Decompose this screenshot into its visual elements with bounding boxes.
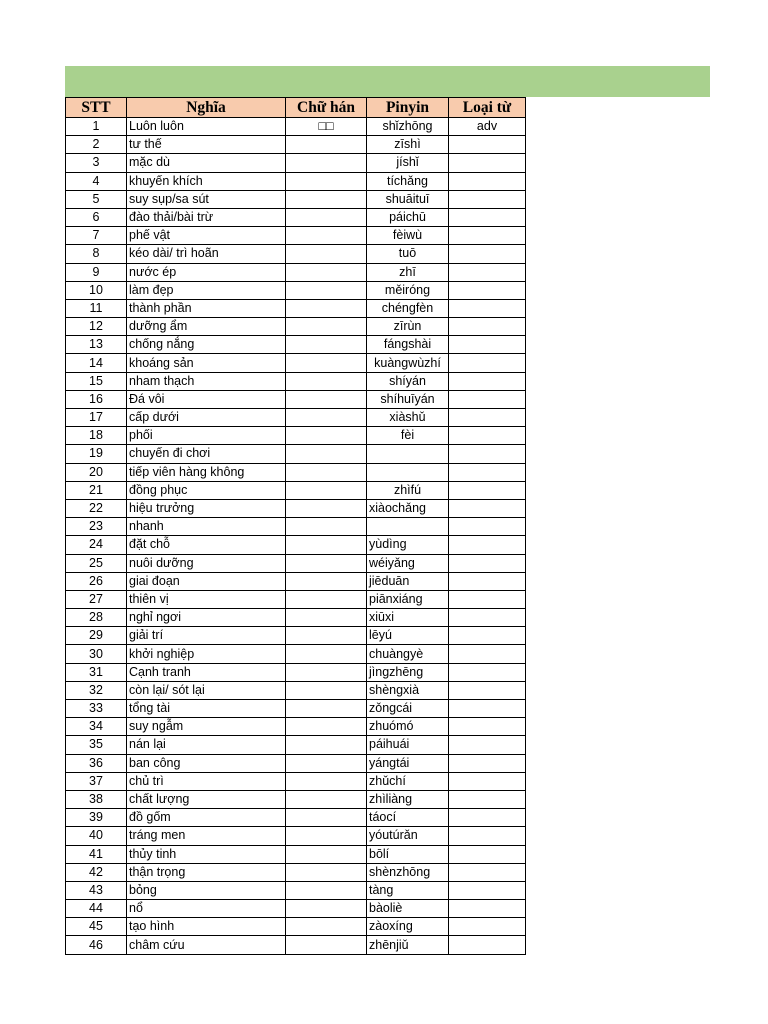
nghia-cell[interactable]: chủ trì [127,772,286,790]
pinyin-cell[interactable] [367,463,449,481]
table-row [66,136,526,154]
stt-cell[interactable]: 31 [66,663,127,681]
chu-han-cell[interactable] [286,845,367,863]
stt-cell[interactable]: 4 [66,172,127,190]
pinyin-cell[interactable]: tuō [367,245,449,263]
loai-tu-cell[interactable] [449,554,526,572]
pinyin-cell[interactable]: zhǔchí [367,772,449,790]
pinyin-cell[interactable]: zàoxíng [367,918,449,936]
stt-cell[interactable]: 23 [66,518,127,536]
stt-cell[interactable]: 43 [66,881,127,899]
loai-tu-cell[interactable] [449,918,526,936]
nghia-cell[interactable]: bỏng [127,881,286,899]
table-row [66,627,526,645]
chu-han-cell[interactable] [286,700,367,718]
table-row [66,190,526,208]
loai-tu-cell[interactable] [449,299,526,317]
loai-tu-cell[interactable] [449,263,526,281]
nghia-cell[interactable]: tráng men [127,827,286,845]
chu-han-cell[interactable] [286,299,367,317]
nghia-cell[interactable]: Đá vôi [127,390,286,408]
nghia-cell[interactable]: nán lại [127,736,286,754]
pinyin-cell[interactable]: chuàngyè [367,645,449,663]
chu-han-cell[interactable] [286,518,367,536]
pinyin-cell[interactable]: tíchǎng [367,172,449,190]
nghia-cell[interactable]: thiên vị [127,590,286,608]
pinyin-cell[interactable]: kuàngwùzhí [367,354,449,372]
table-row [66,754,526,772]
stt-cell[interactable]: 22 [66,499,127,517]
nghia-cell[interactable]: nước ép [127,263,286,281]
nghia-cell[interactable]: Cạnh tranh [127,663,286,681]
stt-cell[interactable]: 38 [66,790,127,808]
loai-tu-cell[interactable] [449,663,526,681]
loai-tu-cell[interactable] [449,863,526,881]
table-row [66,172,526,190]
chu-han-cell[interactable] [286,809,367,827]
table-row [66,390,526,408]
nghia-cell[interactable]: nuôi dưỡng [127,554,286,572]
table-row [66,718,526,736]
table-row [66,918,526,936]
table-row [66,790,526,808]
stt-cell[interactable]: 20 [66,463,127,481]
title-banner [65,66,710,97]
stt-cell[interactable]: 44 [66,900,127,918]
pinyin-cell[interactable]: zīrùn [367,318,449,336]
nghia-cell[interactable]: suy sụp/sa sút [127,190,286,208]
nghia-cell[interactable]: khởi nghiệp [127,645,286,663]
table-row [66,863,526,881]
table-row [66,772,526,790]
loai-tu-cell[interactable] [449,372,526,390]
loai-tu-cell[interactable] [449,172,526,190]
nghia-cell[interactable]: thủy tinh [127,845,286,863]
nghia-cell[interactable]: nham thạch [127,372,286,390]
loai-tu-cell[interactable] [449,772,526,790]
chu-han-cell[interactable] [286,427,367,445]
stt-cell[interactable]: 45 [66,918,127,936]
stt-cell[interactable]: 35 [66,736,127,754]
chu-han-cell[interactable] [286,227,367,245]
chu-han-cell[interactable] [286,554,367,572]
pinyin-cell[interactable]: yángtái [367,754,449,772]
pinyin-cell[interactable]: shíhuīyán [367,390,449,408]
stt-cell[interactable]: 28 [66,609,127,627]
table-row [66,263,526,281]
pinyin-cell[interactable] [367,445,449,463]
chu-han-cell[interactable] [286,481,367,499]
chu-han-cell[interactable] [286,881,367,899]
stt-cell[interactable]: 7 [66,227,127,245]
nghia-cell[interactable]: châm cứu [127,936,286,954]
stt-cell[interactable]: 10 [66,281,127,299]
nghia-cell[interactable]: cấp dưới [127,409,286,427]
stt-cell[interactable]: 18 [66,427,127,445]
loai-tu-cell[interactable] [449,190,526,208]
pinyin-cell[interactable]: shíyán [367,372,449,390]
table-row [66,845,526,863]
pinyin-cell[interactable]: bōlí [367,845,449,863]
loai-tu-cell[interactable] [449,499,526,517]
stt-cell[interactable]: 24 [66,536,127,554]
chu-han-cell[interactable] [286,790,367,808]
stt-cell[interactable]: 19 [66,445,127,463]
pinyin-cell[interactable]: shǐzhōng [367,118,449,136]
stt-cell[interactable]: 2 [66,136,127,154]
nghia-cell[interactable]: tạo hình [127,918,286,936]
stt-cell[interactable]: 13 [66,336,127,354]
chu-han-cell[interactable] [286,645,367,663]
stt-cell[interactable]: 16 [66,390,127,408]
pinyin-cell[interactable]: chéngfèn [367,299,449,317]
chu-han-cell[interactable] [286,281,367,299]
table-row [66,499,526,517]
loai-tu-cell[interactable] [449,609,526,627]
table-row [66,518,526,536]
nghia-cell[interactable]: chất lượng [127,790,286,808]
stt-cell[interactable]: 40 [66,827,127,845]
stt-cell[interactable]: 27 [66,590,127,608]
table-row [66,681,526,699]
loai-tu-cell[interactable] [449,809,526,827]
loai-tu-cell[interactable] [449,427,526,445]
loai-tu-cell[interactable] [449,481,526,499]
nghia-cell[interactable]: phối [127,427,286,445]
table-row [66,736,526,754]
chu-han-cell[interactable] [286,318,367,336]
table-row [66,281,526,299]
chu-han-cell[interactable] [286,936,367,954]
chu-han-cell[interactable] [286,263,367,281]
nghia-cell[interactable]: còn lại/ sót lại [127,681,286,699]
pinyin-cell[interactable]: lēyú [367,627,449,645]
chu-han-cell[interactable] [286,918,367,936]
pinyin-cell[interactable]: táocí [367,809,449,827]
table-row [66,427,526,445]
stt-cell[interactable]: 1 [66,118,127,136]
table-row [66,645,526,663]
chu-han-cell[interactable] [286,409,367,427]
table-row [66,118,526,136]
table-row [66,208,526,226]
header-loai-tu[interactable]: Loại từ [449,98,526,118]
loai-tu-cell[interactable] [449,336,526,354]
table-row [66,590,526,608]
loai-tu-cell[interactable] [449,754,526,772]
chu-han-cell[interactable] [286,736,367,754]
loai-tu-cell[interactable] [449,936,526,954]
loai-tu-cell[interactable] [449,881,526,899]
chu-han-cell[interactable] [286,772,367,790]
chu-han-cell[interactable] [286,572,367,590]
stt-cell[interactable]: 41 [66,845,127,863]
pinyin-cell[interactable]: páichū [367,208,449,226]
loai-tu-cell[interactable] [449,154,526,172]
stt-cell[interactable]: 9 [66,263,127,281]
header-nghia[interactable]: Nghĩa [127,98,286,118]
loai-tu-cell[interactable] [449,136,526,154]
nghia-cell[interactable]: khuyến khích [127,172,286,190]
pinyin-cell[interactable]: zǒngcái [367,700,449,718]
stt-cell[interactable]: 21 [66,481,127,499]
nghia-cell[interactable]: thành phần [127,299,286,317]
chu-han-cell[interactable] [286,190,367,208]
table-row [66,809,526,827]
loai-tu-cell[interactable] [449,845,526,863]
loai-tu-cell[interactable] [449,572,526,590]
pinyin-cell[interactable]: bàoliè [367,900,449,918]
chu-han-cell[interactable] [286,208,367,226]
loai-tu-cell[interactable] [449,281,526,299]
loai-tu-cell[interactable] [449,645,526,663]
pinyin-cell[interactable]: měiróng [367,281,449,299]
stt-cell[interactable]: 34 [66,718,127,736]
loai-tu-cell[interactable] [449,627,526,645]
stt-cell[interactable]: 26 [66,572,127,590]
loai-tu-cell[interactable] [449,227,526,245]
nghia-cell[interactable]: đào thải/bài trừ [127,208,286,226]
chu-han-cell[interactable] [286,718,367,736]
chu-han-cell[interactable] [286,136,367,154]
stt-cell[interactable]: 33 [66,700,127,718]
chu-han-cell[interactable] [286,372,367,390]
loai-tu-cell[interactable] [449,536,526,554]
nghia-cell[interactable]: chuyến đi chơi [127,445,286,463]
chu-han-cell[interactable]: □□ [286,118,367,136]
stt-cell[interactable]: 39 [66,809,127,827]
loai-tu-cell[interactable] [449,790,526,808]
stt-cell[interactable]: 42 [66,863,127,881]
chu-han-cell[interactable] [286,627,367,645]
pinyin-cell[interactable]: zhēnjiǔ [367,936,449,954]
table-row [66,481,526,499]
stt-cell[interactable]: 11 [66,299,127,317]
table-row [66,354,526,372]
chu-han-cell[interactable] [286,445,367,463]
table-row [66,554,526,572]
loai-tu-cell[interactable] [449,827,526,845]
pinyin-cell[interactable]: jiēduān [367,572,449,590]
pinyin-cell[interactable]: shènzhōng [367,863,449,881]
pinyin-cell[interactable]: tàng [367,881,449,899]
table-row [66,227,526,245]
nghia-cell[interactable]: làm đẹp [127,281,286,299]
loai-tu-cell[interactable] [449,318,526,336]
pinyin-cell[interactable]: zhìliàng [367,790,449,808]
table-row [66,572,526,590]
chu-han-cell[interactable] [286,681,367,699]
pinyin-cell[interactable]: zhuómó [367,718,449,736]
loai-tu-cell[interactable] [449,681,526,699]
nghia-cell[interactable]: tổng tài [127,700,286,718]
chu-han-cell[interactable] [286,245,367,263]
chu-han-cell[interactable] [286,154,367,172]
loai-tu-cell[interactable] [449,718,526,736]
table-row [66,463,526,481]
nghia-cell[interactable]: ban công [127,754,286,772]
pinyin-cell[interactable]: yóutúrǎn [367,827,449,845]
header-row [66,98,526,118]
pinyin-cell[interactable]: zhī [367,263,449,281]
pinyin-cell[interactable]: piānxiáng [367,590,449,608]
table-row [66,881,526,899]
pinyin-cell[interactable]: fèiwù [367,227,449,245]
table-row [66,336,526,354]
nghia-cell[interactable]: giai đoạn [127,572,286,590]
nghia-cell[interactable]: dưỡng ẩm [127,318,286,336]
pinyin-cell[interactable]: xiūxi [367,609,449,627]
stt-cell[interactable]: 5 [66,190,127,208]
chu-han-cell[interactable] [286,354,367,372]
nghia-cell[interactable]: đồ gốm [127,809,286,827]
nghia-cell[interactable]: Luôn luôn [127,118,286,136]
loai-tu-cell[interactable] [449,208,526,226]
stt-cell[interactable]: 15 [66,372,127,390]
table-row [66,299,526,317]
table-row [66,372,526,390]
nghia-cell[interactable]: thận trọng [127,863,286,881]
nghia-cell[interactable]: nghỉ ngơi [127,609,286,627]
table-row [66,154,526,172]
pinyin-cell[interactable]: jíshǐ [367,154,449,172]
chu-han-cell[interactable] [286,900,367,918]
chu-han-cell[interactable] [286,754,367,772]
header-stt[interactable]: STT [66,98,127,118]
nghia-cell[interactable]: mặc dù [127,154,286,172]
stt-cell[interactable]: 30 [66,645,127,663]
loai-tu-cell[interactable] [449,354,526,372]
table-row [66,318,526,336]
stt-cell[interactable]: 37 [66,772,127,790]
table-row [66,409,526,427]
chu-han-cell[interactable] [286,827,367,845]
pinyin-cell[interactable]: shèngxià [367,681,449,699]
chu-han-cell[interactable] [286,663,367,681]
stt-cell[interactable]: 25 [66,554,127,572]
nghia-cell[interactable]: chống nắng [127,336,286,354]
chu-han-cell[interactable] [286,590,367,608]
nghia-cell[interactable]: đồng phục [127,481,286,499]
loai-tu-cell[interactable] [449,900,526,918]
stt-cell[interactable]: 3 [66,154,127,172]
header-pinyin[interactable]: Pinyin [367,98,449,118]
loai-tu-cell[interactable] [449,463,526,481]
loai-tu-cell[interactable]: adv [449,118,526,136]
nghia-cell[interactable]: phế vật [127,227,286,245]
nghia-cell[interactable]: hiệu trưởng [127,499,286,517]
nghia-cell[interactable]: kéo dài/ trì hoãn [127,245,286,263]
stt-cell[interactable]: 32 [66,681,127,699]
pinyin-cell[interactable]: páihuái [367,736,449,754]
chu-han-cell[interactable] [286,336,367,354]
chu-han-cell[interactable] [286,499,367,517]
pinyin-cell[interactable]: zīshì [367,136,449,154]
table-row [66,936,526,954]
loai-tu-cell[interactable] [449,390,526,408]
chu-han-cell[interactable] [286,863,367,881]
vocabulary-table [65,97,526,955]
stt-cell[interactable]: 46 [66,936,127,954]
table-row [66,663,526,681]
pinyin-cell[interactable]: wéiyǎng [367,554,449,572]
stt-cell[interactable]: 36 [66,754,127,772]
loai-tu-cell[interactable] [449,445,526,463]
stt-cell[interactable]: 14 [66,354,127,372]
nghia-cell[interactable]: nổ [127,900,286,918]
pinyin-cell[interactable]: yùdìng [367,536,449,554]
nghia-cell[interactable]: suy ngẫm [127,718,286,736]
table-row [66,245,526,263]
header-chu-han[interactable]: Chữ hán [286,98,367,118]
nghia-cell[interactable]: nhanh [127,518,286,536]
nghia-cell[interactable]: đặt chỗ [127,536,286,554]
table-row [66,609,526,627]
pinyin-cell[interactable]: jìngzhēng [367,663,449,681]
loai-tu-cell[interactable] [449,736,526,754]
pinyin-cell[interactable]: xiàshǔ [367,409,449,427]
table-row [66,827,526,845]
nghia-cell[interactable]: tư thế [127,136,286,154]
chu-han-cell[interactable] [286,536,367,554]
stt-cell[interactable]: 17 [66,409,127,427]
loai-tu-cell[interactable] [449,518,526,536]
nghia-cell[interactable]: tiếp viên hàng không [127,463,286,481]
stt-cell[interactable]: 6 [66,208,127,226]
table-row [66,445,526,463]
chu-han-cell[interactable] [286,172,367,190]
stt-cell[interactable]: 12 [66,318,127,336]
pinyin-cell[interactable]: fèi [367,427,449,445]
pinyin-cell[interactable]: zhìfú [367,481,449,499]
nghia-cell[interactable]: khoáng sản [127,354,286,372]
pinyin-cell[interactable]: xiàochǎng [367,499,449,517]
chu-han-cell[interactable] [286,609,367,627]
chu-han-cell[interactable] [286,463,367,481]
chu-han-cell[interactable] [286,390,367,408]
nghia-cell[interactable]: giải trí [127,627,286,645]
stt-cell[interactable]: 8 [66,245,127,263]
loai-tu-cell[interactable] [449,409,526,427]
stt-cell[interactable]: 29 [66,627,127,645]
loai-tu-cell[interactable] [449,590,526,608]
pinyin-cell[interactable]: fángshài [367,336,449,354]
table-row [66,536,526,554]
table-row [66,700,526,718]
pinyin-cell[interactable] [367,518,449,536]
pinyin-cell[interactable]: shuāituī [367,190,449,208]
table-row [66,900,526,918]
loai-tu-cell[interactable] [449,245,526,263]
loai-tu-cell[interactable] [449,700,526,718]
